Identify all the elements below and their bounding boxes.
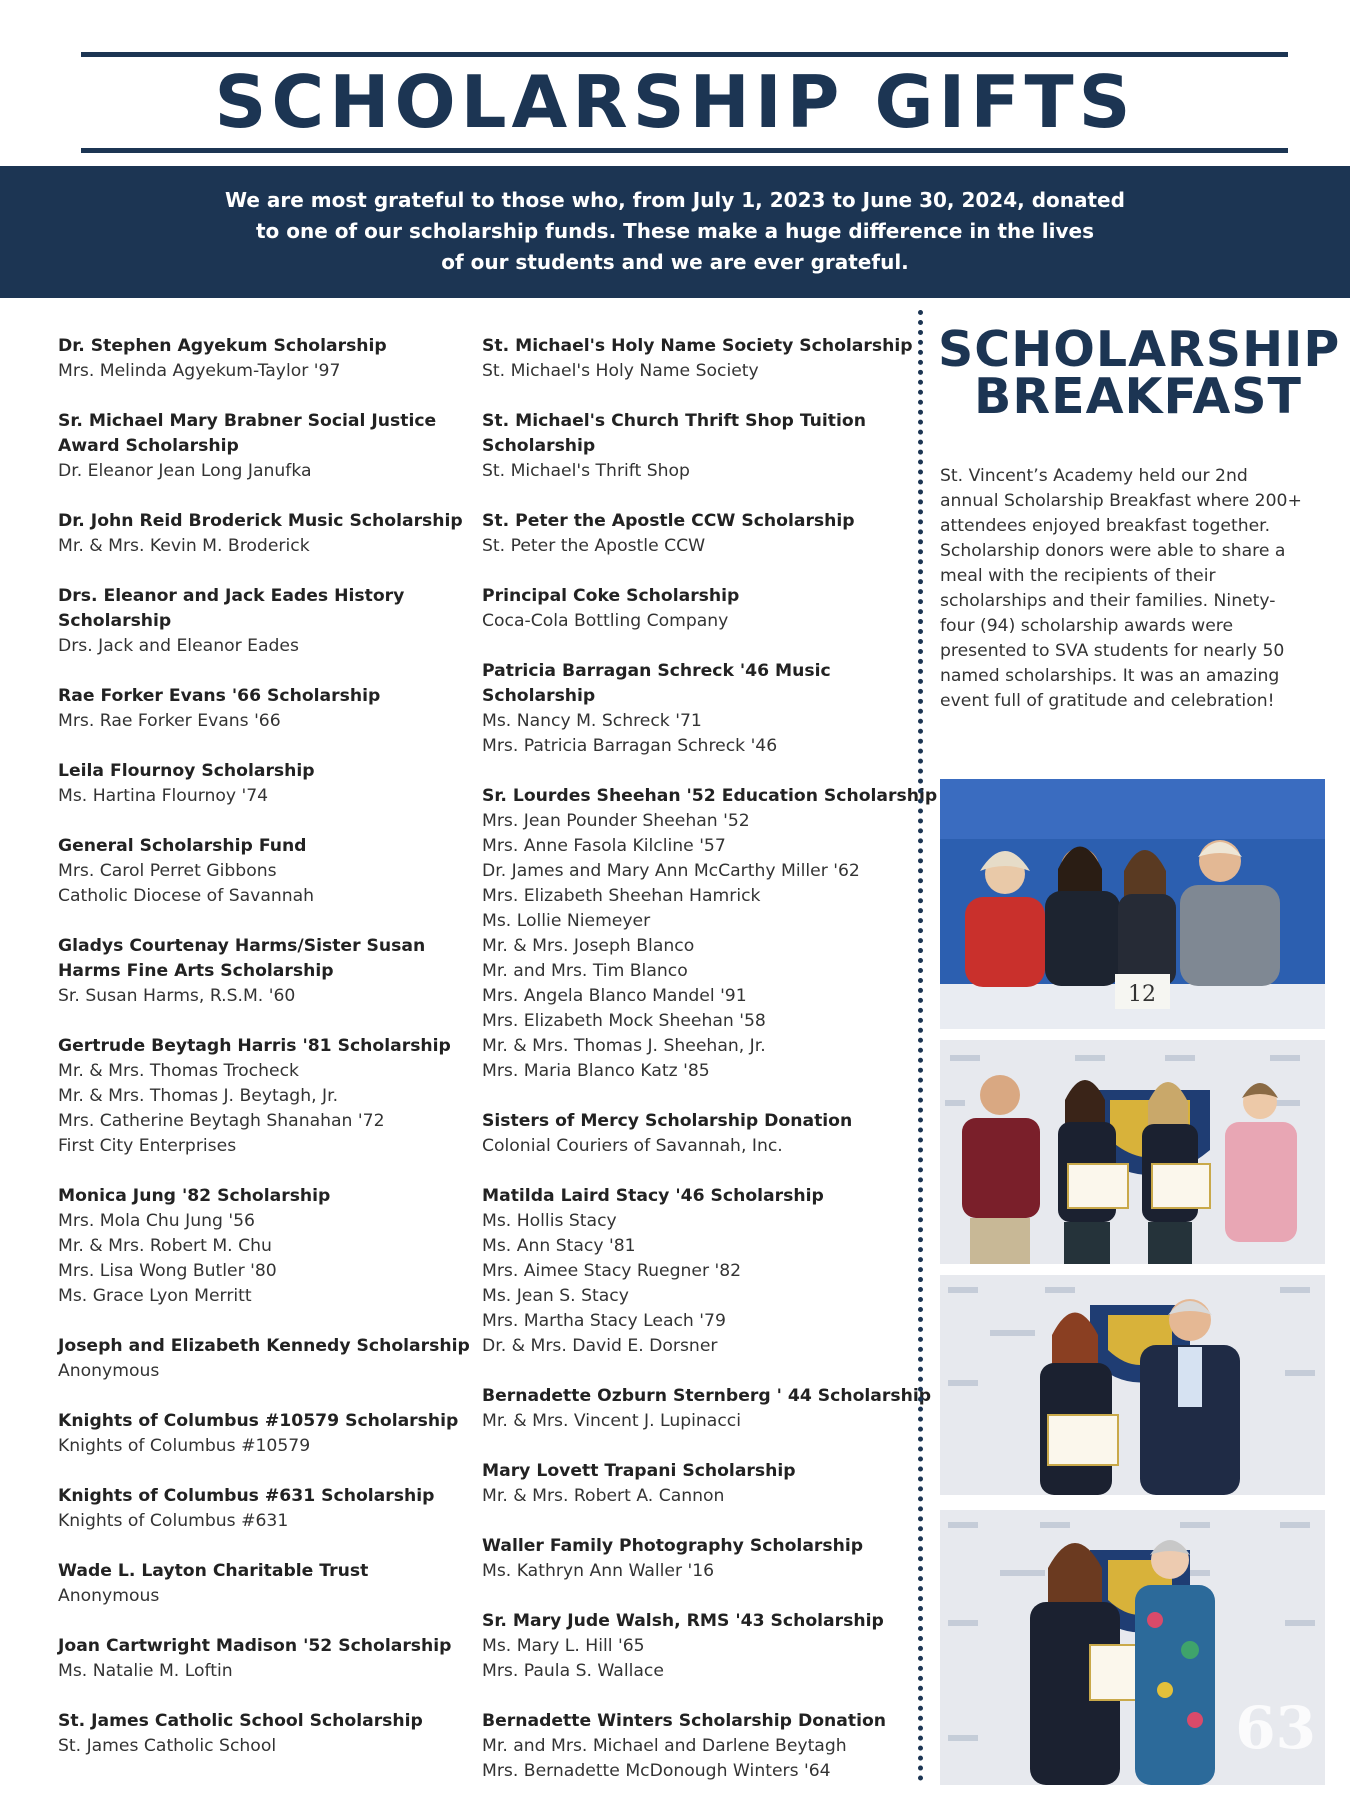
scholarship-entry	[482, 334, 922, 384]
donor-name: Mr. & Mrs. Thomas J. Beytagh, Jr.	[58, 1086, 339, 1106]
donor-name: Catholic Diocese of Savannah	[58, 886, 315, 906]
scholarship-entry	[58, 1034, 468, 1159]
donor-name: Mrs. Bernadette McDonough Winters '64	[482, 1761, 831, 1781]
breakfast-photo-certificates-group	[940, 1040, 1325, 1264]
donor-name: Ms. Jean S. Stacy	[482, 1286, 629, 1306]
donor-name: Mr. and Mrs. Tim Blanco	[482, 961, 688, 981]
scholarship-entry	[58, 1634, 468, 1684]
donor-name: St. Peter the Apostle CCW	[482, 536, 706, 556]
scholarship-name: General Scholarship Fund	[58, 836, 307, 856]
breakfast-heading-line: BREAKFAST	[974, 368, 1302, 425]
scholarship-entry	[482, 1384, 932, 1434]
breakfast-text-line: Scholarship donors were able to share a	[940, 541, 1286, 561]
donor-name: Mrs. Lisa Wong Butler '80	[58, 1261, 277, 1281]
donor-name: Knights of Columbus #631	[58, 1511, 289, 1531]
scholarship-entry	[482, 659, 922, 759]
scholarship-name: Knights of Columbus #10579 Scholarship	[58, 1411, 459, 1431]
scholarship-name: Sr. Lourdes Sheehan '52 Education Scholarship	[482, 786, 938, 806]
donor-name: Ms. Hartina Flournoy '74	[58, 786, 269, 806]
donor-name: Ms. Hollis Stacy	[482, 1211, 617, 1231]
donor-name: Mrs. Martha Stacy Leach '79	[482, 1311, 726, 1331]
breakfast-text-line: annual Scholarship Breakfast where 200+	[940, 491, 1302, 511]
donor-name: Mr. and Mrs. Michael and Darlene Beytagh	[482, 1736, 847, 1756]
donor-name: Dr. James and Mary Ann McCarthy Miller '62	[482, 861, 860, 881]
scholarship-entry	[58, 409, 468, 484]
scholarship-name: Joan Cartwright Madison '52 Scholarship	[58, 1636, 452, 1656]
donor-name: Mr. & Mrs. Robert A. Cannon	[482, 1486, 725, 1506]
donor-name: Mrs. Angela Blanco Mandel '91	[482, 986, 747, 1006]
intro-line: of our students and we are ever grateful.	[441, 250, 909, 274]
breakfast-text-line: presented to SVA students for nearly 50	[940, 641, 1285, 661]
table-number: 12	[1128, 982, 1156, 1007]
intro-line: to one of our scholarship funds. These make a huge difference in the lives	[255, 219, 1095, 243]
donor-name: Mr. & Mrs. Kevin M. Broderick	[58, 536, 310, 556]
scholarship-entry	[482, 1109, 922, 1159]
donor-name: Mr. & Mrs. Vincent J. Lupinacci	[482, 1411, 742, 1431]
donor-name: Ms. Ann Stacy '81	[482, 1236, 636, 1256]
donor-name: Mr. & Mrs. Thomas Trocheck	[58, 1061, 299, 1081]
donor-name: First City Enterprises	[58, 1136, 237, 1156]
scholarship-entry	[58, 1409, 468, 1459]
breakfast-heading-line: SCHOLARSHIP	[938, 321, 1341, 378]
scholarship-entry	[482, 1534, 922, 1584]
donor-name: Mrs. Melinda Agyekum-Taylor '97	[58, 361, 341, 381]
donor-name: Mr. & Mrs. Robert M. Chu	[58, 1236, 272, 1256]
scholarship-name: St. Michael's Church Thrift Shop Tuition	[482, 411, 866, 431]
donor-name: Anonymous	[58, 1361, 160, 1381]
donor-name: Dr. & Mrs. David E. Dorsner	[482, 1336, 718, 1356]
scholarship-entry	[482, 1459, 922, 1509]
scholarship-name: Gertrude Beytagh Harris '81 Scholarship	[58, 1036, 451, 1056]
donor-name: Ms. Mary L. Hill '65	[482, 1636, 645, 1656]
breakfast-text-line: attendees enjoyed breakfast together.	[940, 516, 1271, 536]
scholarship-name: Matilda Laird Stacy '46 Scholarship	[482, 1186, 824, 1206]
donor-name: Mrs. Carol Perret Gibbons	[58, 861, 277, 881]
title-rule-bottom	[81, 148, 1288, 153]
donor-name: Mrs. Patricia Barragan Schreck '46	[482, 736, 778, 756]
scholarship-entry	[58, 1484, 468, 1534]
donor-name: Mr. & Mrs. Thomas J. Sheehan, Jr.	[482, 1036, 766, 1056]
scholarship-name: Principal Coke Scholarship	[482, 586, 740, 606]
donor-name: Mrs. Mola Chu Jung '56	[58, 1211, 255, 1231]
scholarship-name: Sr. Mary Jude Walsh, RMS '43 Scholarship	[482, 1611, 884, 1631]
scholarship-list-middle	[482, 334, 938, 1809]
scholarship-entry	[58, 1559, 468, 1609]
scholarship-name: Gladys Courtenay Harms/Sister Susan	[58, 936, 426, 956]
breakfast-photo-table	[940, 779, 1325, 1029]
scholarship-name: St. James Catholic School Scholarship	[58, 1711, 423, 1731]
scholarship-name: Dr. John Reid Broderick Music Scholarship	[58, 511, 463, 531]
donor-name: Drs. Jack and Eleanor Eades	[58, 636, 299, 656]
scholarship-entry	[482, 584, 922, 634]
donor-name: Ms. Nancy M. Schreck '71	[482, 711, 702, 731]
scholarship-name: Bernadette Ozburn Sternberg ' 44 Scholarship	[482, 1386, 932, 1406]
scholarship-name: St. Michael's Holy Name Society Scholarship	[482, 336, 913, 356]
donor-name: Colonial Couriers of Savannah, Inc.	[482, 1136, 783, 1156]
donor-name: Mrs. Rae Forker Evans '66	[58, 711, 281, 731]
donor-name: Mrs. Aimee Stacy Ruegner '82	[482, 1261, 742, 1281]
donor-name: St. James Catholic School	[58, 1736, 277, 1756]
breakfast-photo-student-gentleman	[940, 1275, 1325, 1495]
scholarship-entry	[58, 759, 468, 809]
scholarship-name: Knights of Columbus #631 Scholarship	[58, 1486, 435, 1506]
donor-name: Mrs. Catherine Beytagh Shanahan '72	[58, 1111, 385, 1131]
donor-name: St. Michael's Thrift Shop	[482, 461, 690, 481]
donor-name: Mrs. Anne Fasola Kilcline '57	[482, 836, 726, 856]
donor-name: Ms. Kathryn Ann Waller '16	[482, 1561, 715, 1581]
scholarship-entry	[58, 834, 468, 909]
scholarship-entry	[482, 784, 938, 1084]
scholarship-list-left	[58, 334, 468, 1784]
scholarship-name: Scholarship	[58, 611, 172, 631]
scholarship-name: Drs. Eleanor and Jack Eades History	[58, 586, 405, 606]
scholarship-name: Patricia Barragan Schreck '46 Music	[482, 661, 831, 681]
scholarship-entry	[58, 1709, 468, 1759]
breakfast-text-line: St. Vincent’s Academy held our 2nd	[940, 466, 1248, 486]
donor-name: Anonymous	[58, 1586, 160, 1606]
scholarship-name: Award Scholarship	[58, 436, 239, 456]
scholarship-entry	[58, 334, 468, 384]
scholarship-name: Wade L. Layton Charitable Trust	[58, 1561, 369, 1581]
breakfast-text-line: meal with the recipients of their	[940, 566, 1216, 586]
scholarship-name: Waller Family Photography Scholarship	[482, 1536, 864, 1556]
donor-name: Mrs. Jean Pounder Sheehan '52	[482, 811, 750, 831]
donor-name: Knights of Columbus #10579	[58, 1436, 311, 1456]
donor-name: Mrs. Elizabeth Sheehan Hamrick	[482, 886, 761, 906]
scholarship-name: Scholarship	[482, 686, 596, 706]
donor-name: St. Michael's Holy Name Society	[482, 361, 759, 381]
breakfast-text-line: event full of gratitude and celebration!	[940, 691, 1275, 711]
donor-name: Ms. Natalie M. Loftin	[58, 1661, 233, 1681]
scholarship-name: Joseph and Elizabeth Kennedy Scholarship	[58, 1336, 470, 1356]
scholarship-name: Scholarship	[482, 436, 596, 456]
donor-name: Mrs. Maria Blanco Katz '85	[482, 1061, 710, 1081]
breakfast-text-line: four (94) scholarship awards were	[940, 616, 1234, 636]
intro-banner	[0, 166, 1350, 298]
scholarship-entry	[58, 584, 468, 659]
scholarship-entry	[482, 1709, 922, 1784]
scholarship-entry	[482, 409, 922, 484]
donor-name: Coca-Cola Bottling Company	[482, 611, 729, 631]
donor-name: Mrs. Elizabeth Mock Sheehan '58	[482, 1011, 766, 1031]
scholarship-entry	[58, 934, 468, 1009]
breakfast-heading	[938, 321, 1341, 425]
donor-name: Sr. Susan Harms, R.S.M. '60	[58, 986, 296, 1006]
scholarship-name: Monica Jung '82 Scholarship	[58, 1186, 331, 1206]
scholarship-entry	[482, 509, 922, 559]
donor-name: Mr. & Mrs. Joseph Blanco	[482, 936, 695, 956]
scholarship-entry	[58, 684, 468, 734]
scholarship-entry	[58, 509, 468, 559]
column-divider	[918, 310, 923, 1782]
scholarship-name: Dr. Stephen Agyekum Scholarship	[58, 336, 387, 356]
donor-name: Ms. Lollie Niemeyer	[482, 911, 651, 931]
scholarship-name: Leila Flournoy Scholarship	[58, 761, 315, 781]
page-number: 63	[1235, 1694, 1316, 1762]
scholarship-name: Sr. Michael Mary Brabner Social Justice	[58, 411, 437, 431]
page-title: SCHOLARSHIP GIFTS	[214, 60, 1136, 144]
scholarship-name: St. Peter the Apostle CCW Scholarship	[482, 511, 855, 531]
scholarship-name: Sisters of Mercy Scholarship Donation	[482, 1111, 853, 1131]
donor-name: Ms. Grace Lyon Merritt	[58, 1286, 252, 1306]
intro-line: We are most grateful to those who, from July 1, 2023 to June 30, 2024, donated	[225, 188, 1125, 212]
breakfast-text-line: scholarships and their families. Ninety-	[940, 591, 1276, 611]
scholarship-name: Harms Fine Arts Scholarship	[58, 961, 334, 981]
scholarship-name: Mary Lovett Trapani Scholarship	[482, 1461, 796, 1481]
scholarship-entry	[482, 1609, 922, 1684]
breakfast-description	[940, 464, 1340, 714]
scholarship-entry	[58, 1184, 468, 1309]
scholarship-entry	[482, 1184, 922, 1359]
donor-name: Mrs. Paula S. Wallace	[482, 1661, 664, 1681]
scholarship-name: Rae Forker Evans '66 Scholarship	[58, 686, 381, 706]
scholarship-name: Bernadette Winters Scholarship Donation	[482, 1711, 887, 1731]
scholarship-entry	[58, 1334, 468, 1384]
donor-name: Dr. Eleanor Jean Long Janufka	[58, 461, 312, 481]
breakfast-text-line: named scholarships. It was an amazing	[940, 666, 1280, 686]
